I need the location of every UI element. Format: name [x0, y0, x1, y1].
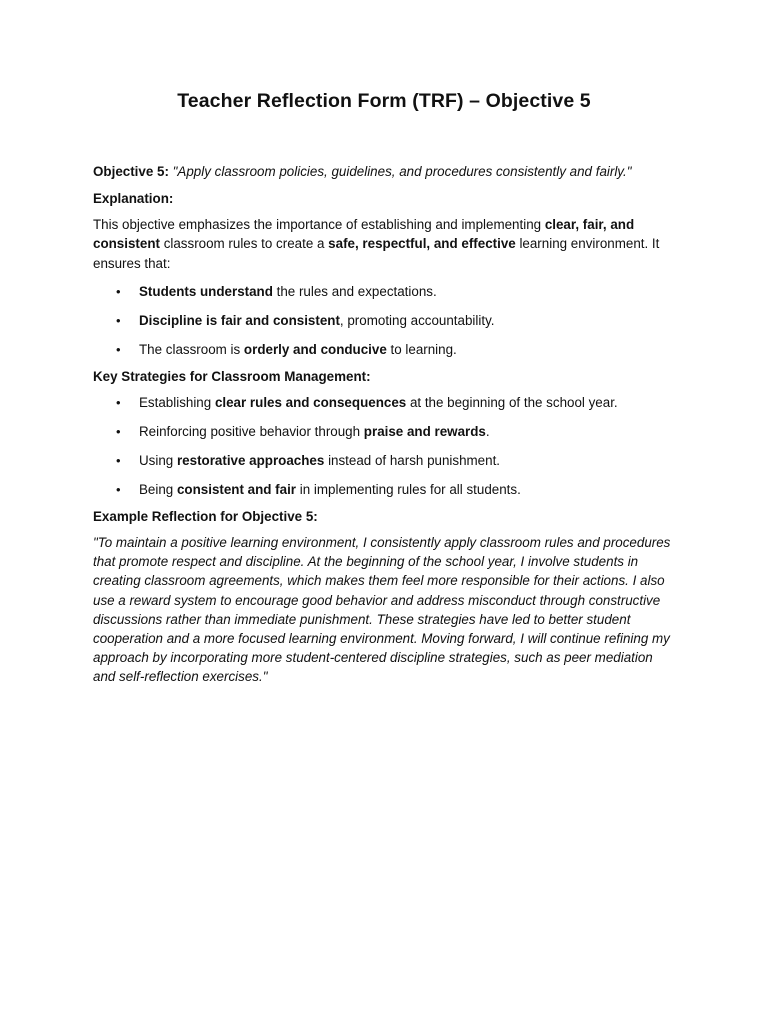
list-item: [139, 311, 675, 331]
list-item-text: Using: [139, 453, 177, 468]
objective-statement: [93, 162, 675, 182]
list-item-bold: clear rules and consequences: [214, 395, 407, 410]
list-item-text: .: [485, 424, 490, 439]
list-item: [139, 451, 675, 471]
list-item-bold: restorative approaches: [176, 453, 325, 468]
list-item-text: Reinforcing positive behavior through: [139, 424, 364, 439]
list-item-text: in implementing rules for all students.: [296, 482, 521, 497]
list-item-text: to learning.: [386, 342, 457, 357]
list-item-text: instead of harsh punishment.: [324, 453, 501, 468]
list-item-bold: orderly and conducive: [243, 342, 387, 357]
list-item-text: Being: [139, 482, 177, 497]
explanation-text-2: classroom rules to create a: [159, 236, 329, 251]
objective-label: Objective 5:: [93, 164, 169, 179]
list-item-bold: praise and rewards: [363, 424, 486, 439]
strategies-heading: Key Strategies for Classroom Management:: [93, 369, 371, 384]
list-item-text: , promoting accountability.: [339, 313, 495, 328]
explanation-paragraph: [93, 215, 675, 274]
list-item-bold: Discipline is fair and consistent: [139, 313, 340, 328]
list-item-text: the rules and expectations.: [272, 284, 437, 299]
list-item: [139, 340, 675, 360]
explanation-bold-1: clear, fair, and consistent: [93, 216, 635, 251]
example-heading: Example Reflection for Objective 5:: [93, 509, 318, 524]
explanation-text-1: This objective emphasizes the importance of establishing and implementing: [93, 216, 545, 232]
list-item-bold: Students understand: [139, 284, 273, 299]
explanation-bold-2: safe, respectful, and effective: [328, 236, 516, 251]
explanation-heading: Explanation:: [93, 190, 174, 206]
example-reflection-text: "To maintain a positive learning environment, I consistently apply classroom rules and procedures that promote respect and discipline. At the beginning of the school year, I involve students in creating classroom agreements, which makes them feel more responsible for their actions. I also use a reward system to encourage good behavior and address misconduct through constructive discussions rather than immediate punishment. These strategies have led to better student cooperation and a more focused learning environment. Moving forward, I will continue refining my approach by incorporating more student-centered discipline strategies, such as peer mediation and self-reflection exercises.": [93, 535, 671, 685]
page-title: Teacher Reflection Form (TRF) – Objective 5: [177, 90, 591, 112]
list-item: [139, 282, 675, 302]
list-item: [139, 393, 675, 413]
explanation-list: [93, 282, 675, 360]
list-item-text: The classroom is: [139, 342, 244, 357]
objective-text: "Apply classroom policies, guidelines, and procedures consistently and fairly.": [172, 164, 632, 179]
list-item: [139, 422, 675, 442]
list-item: [139, 480, 675, 500]
explanation-text-3: learning environment. It ensures that:: [93, 236, 660, 271]
strategies-list: [93, 393, 675, 500]
list-item-bold: consistent and fair: [176, 482, 297, 497]
list-item-text: at the beginning of the school year.: [406, 395, 618, 410]
list-item-text: Establishing: [139, 395, 215, 410]
